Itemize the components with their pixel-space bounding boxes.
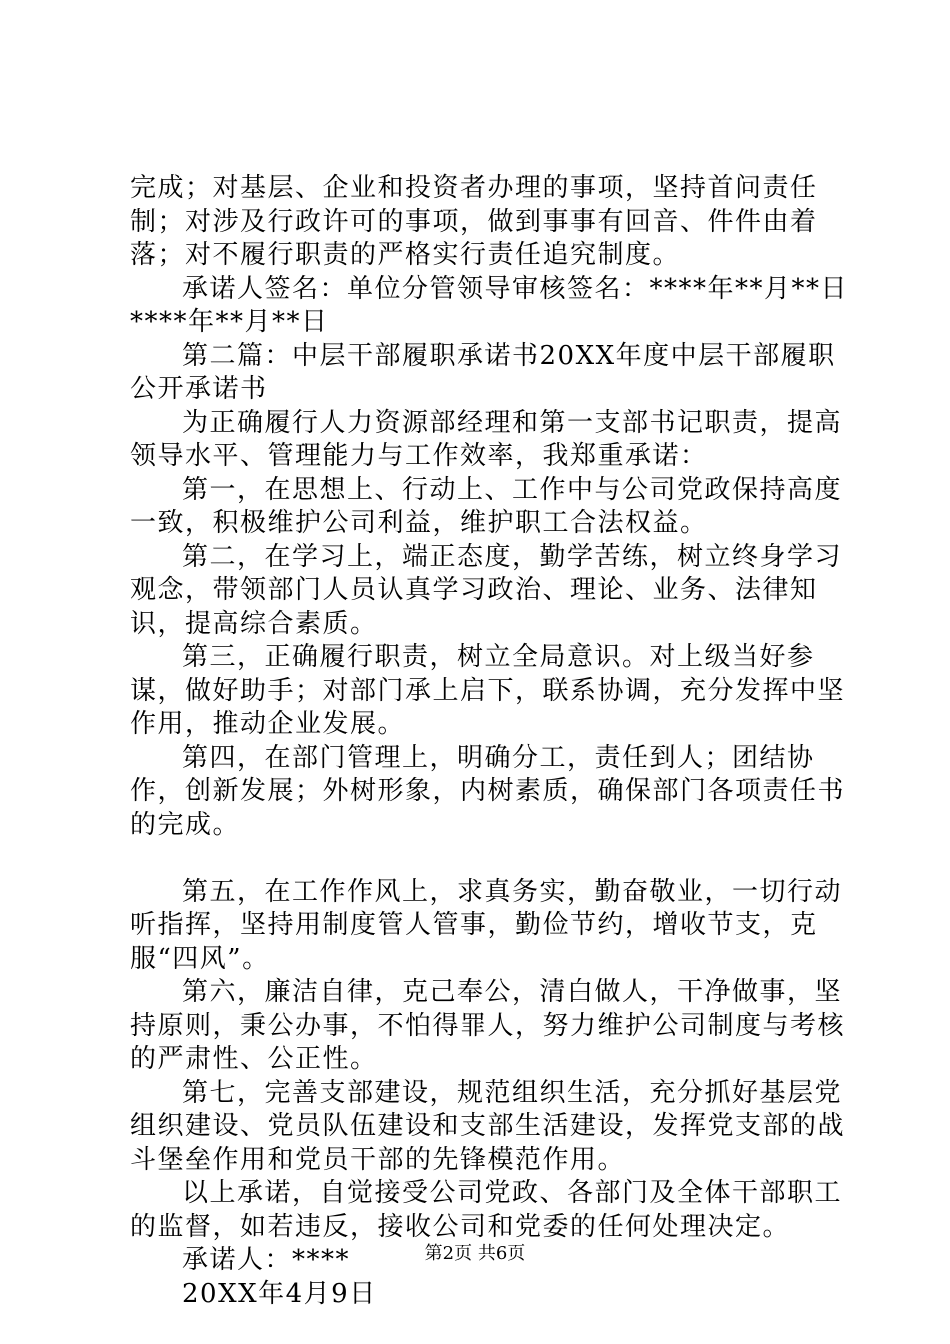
paragraph-item-6: 第六，廉洁自律，克己奉公，清白做人，干净做事，坚持原则，秉公办事，不怕得罪人，努力维护公司制度与考核的严肃性、公正性。 (130, 977, 846, 1074)
paragraph-continuation: 完成；对基层、企业和投资者办理的事项，坚持首问责任制；对涉及行政许可的事项，做到事事有回音、件件由着落；对不履行职责的严格实行责任追究制度。 (130, 173, 818, 270)
paragraph-item-1: 第一，在思想上、行动上、工作中与公司党政保持高度一致，积极维护公司利益，维护职工合法权益。 (130, 474, 843, 538)
paragraph-section-title: 第二篇：中层干部履职承诺书20XX年度中层干部履职公开承诺书 (130, 340, 836, 404)
blank-line (130, 842, 850, 876)
document-body (130, 172, 850, 1311)
paragraph-signature-line: 承诺人签名：单位分管领导审核签名：****年**月**日****年**月**日 (130, 273, 849, 337)
paragraph-item-3: 第三，正确履行职责，树立全局意识。对上级当好参谋，做好助手；对部门承上启下，联系协调，充分发挥中坚作用，推动企业发展。 (130, 642, 846, 739)
paragraph-signer: 承诺人：**** (182, 1245, 351, 1275)
paragraph-item-2: 第二，在学习上，端正态度，勤学苦练，树立终身学习观念，带领部门人员认真学习政治、理论、业务、法律知识，提高综合素质。 (130, 541, 843, 639)
paragraph-item-7: 第七，完善支部建设，规范组织生活，充分抓好基层党组织建设、党员队伍建设和支部生活建设，发挥党支部的战斗堡垒作用和党员干部的先锋模范作用。 (130, 1077, 846, 1175)
paragraph-intro: 为正确履行人力资源部经理和第一支部书记职责，提高领导水平、管理能力与工作效率，我郑重承诺： (130, 407, 843, 471)
paragraph-closing: 以上承诺，自觉接受公司党政、各部门及全体干部职工的监督，如若违反，接收公司和党委的任何处理决定。 (130, 1178, 843, 1242)
paragraph-item-4: 第四，在部门管理上，明确分工，责任到人；团结协作，创新发展；外树形象，内树素质，确保部门各项责任书的完成。 (130, 742, 846, 840)
paragraph-date: 20XX年4月9日 (182, 1278, 377, 1309)
paragraph-item-5: 第五，在工作作风上，求真务实，勤奋敬业，一切行动听指挥，坚持用制度管人管事，勤俭节约，增收节支，克服“四风”。 (130, 876, 843, 974)
page-number-footer: 第2页 共6页 (424, 1243, 526, 1264)
